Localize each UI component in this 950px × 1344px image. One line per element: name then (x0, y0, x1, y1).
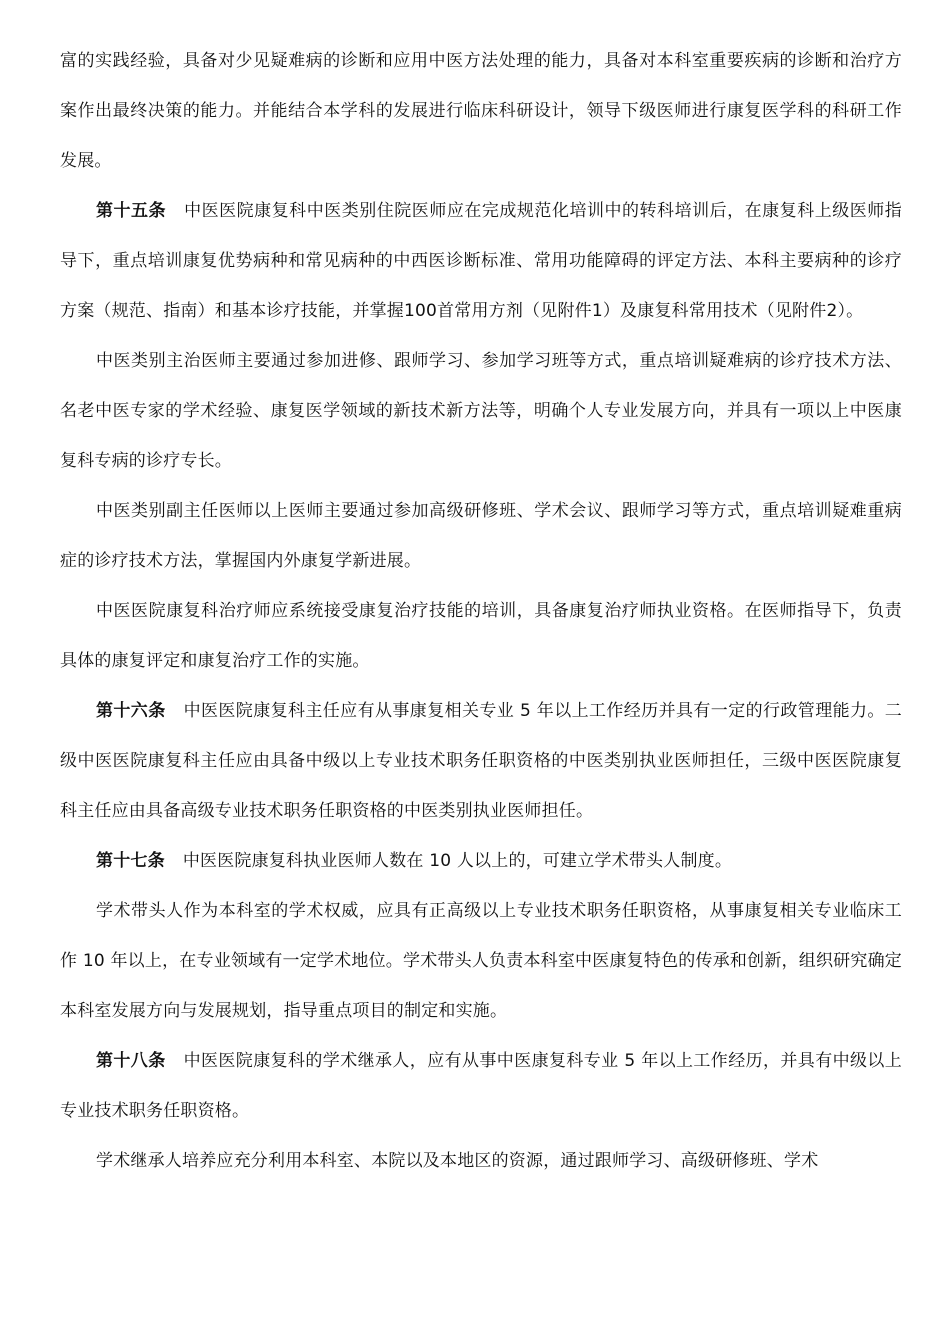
paragraph-text: 中医医院康复科主任应有从事康复相关专业 5 年以上工作经历并具有一定的行政管理能力。二级中医医院康复科主任应由具备中级以上专业技术职务任职资格的中医类别执业医师担任，三级中医医院康复科主任应由具备高级专业技术职务任职资格的中医类别执业医师担任。 (60, 701, 902, 821)
paragraph-text: 中医医院康复科治疗师应系统接受康复治疗技能的培训，具备康复治疗师执业资格。在医师指导下，负责具体的康复评定和康复治疗工作的实施。 (60, 601, 902, 671)
article-number: 第十八条 (96, 1051, 166, 1071)
paragraph-text: 中医医院康复科执业医师人数在 10 人以上的，可建立学术带头人制度。 (182, 851, 733, 871)
paragraph-article-18 (60, 1036, 902, 1136)
paragraph-5 (60, 586, 902, 686)
paragraph-article-15 (60, 186, 902, 336)
document-body (60, 36, 902, 1186)
article-number: 第十七条 (96, 851, 165, 871)
paragraph-1 (60, 36, 902, 186)
paragraph-3 (60, 336, 902, 486)
paragraph-text: 中医医院康复科中医类别住院医师应在完成规范化培训中的转科培训后，在康复科上级医师指导下，重点培训康复优势病种和常见病种的中西医诊断标准、常用功能障碍的评定方法、本科主要病种的诊疗方案（规范、指南）和基本诊疗技能，并掌握100首常用方剂（见附件1）及康复科常用技术（见附件2）。 (60, 201, 902, 321)
article-number: 第十六条 (96, 701, 166, 721)
paragraph-8 (60, 886, 902, 1036)
paragraph-text: 学术带头人作为本科室的学术权威，应具有正高级以上专业技术职务任职资格，从事康复相关专业临床工作 10 年以上，在专业领域有一定学术地位。学术带头人负责本科室中医康复特色的传承和创新，组织研究确定本科室发展方向与发展规划，指导重点项目的制定和实施。 (60, 901, 902, 1021)
paragraph-text: 中医类别副主任医师以上医师主要通过参加高级研修班、学术会议、跟师学习等方式，重点培训疑难重病症的诊疗技术方法，掌握国内外康复学新进展。 (60, 501, 902, 571)
paragraph-4 (60, 486, 902, 586)
paragraph-article-17 (60, 836, 902, 886)
paragraph-text: 富的实践经验，具备对少见疑难病的诊断和应用中医方法处理的能力，具备对本科室重要疾病的诊断和治疗方案作出最终决策的能力。并能结合本学科的发展进行临床科研设计，领导下级医师进行康复医学科的科研工作发展。 (60, 51, 902, 171)
paragraph-article-16 (60, 686, 902, 836)
article-number: 第十五条 (96, 201, 167, 221)
paragraph-10 (60, 1136, 902, 1186)
paragraph-text: 中医医院康复科的学术继承人，应有从事中医康复科专业 5 年以上工作经历，并具有中级以上专业技术职务任职资格。 (60, 1051, 902, 1121)
paragraph-text: 学术继承人培养应充分利用本科室、本院以及本地区的资源，通过跟师学习、高级研修班、学术 (96, 1151, 819, 1171)
paragraph-text: 中医类别主治医师主要通过参加进修、跟师学习、参加学习班等方式，重点培训疑难病的诊疗技术方法、名老中医专家的学术经验、康复医学领域的新技术新方法等，明确个人专业发展方向，并具有一项以上中医康复科专病的诊疗专长。 (60, 351, 902, 471)
